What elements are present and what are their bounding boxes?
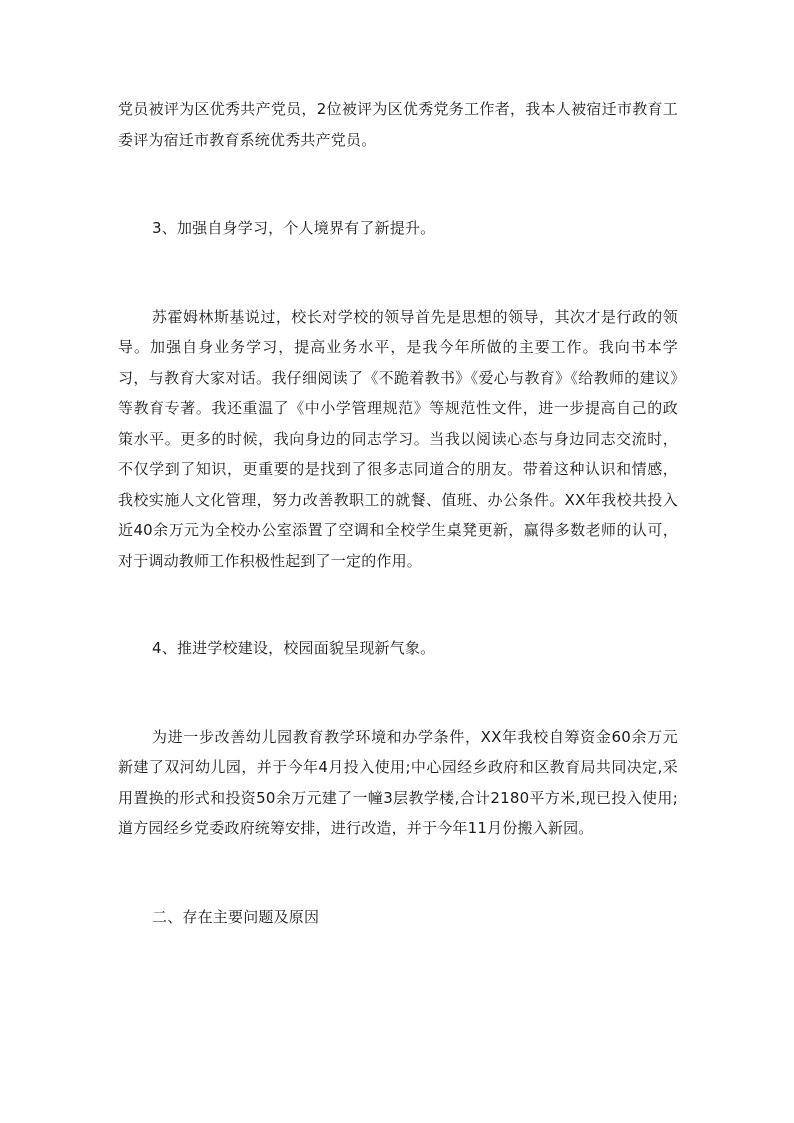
paragraph-party-members: 党员被评为区优秀共产党员，2位被评为区优秀党务工作者，我本人被宿迁市教育工委评为宿迁市教育系统优秀共产党员。 — [118, 100, 678, 149]
section-heading-self-study: 3、加强自身学习，个人境界有了新提升。 — [152, 219, 436, 237]
section-heading-school-construction: 4、推进学校建设，校园面貌呈现新气象。 — [152, 639, 436, 657]
paragraph-spacer — [118, 844, 678, 902]
paragraph-spacer — [118, 576, 678, 633]
section-heading-problems: 二、存在主要问题及原因 — [152, 907, 320, 926]
document-body — [118, 94, 678, 932]
paragraph-self-study: 苏霍姆林斯基说过，校长对学校的领导首先是思想的领导，其次才是行政的领导。加强自身业务学习，提高业务水平，是我今年所做的主要工作。我向书本学习，与教育大家对话。我仔细阅读了《不跪着教书》《爱心与教育》《给教师的建议》等教育专著。我还重温了《中小学管理规范》等规范性文件，进一步提高自己的政策水平。更多的时候，我向身边的同志学习。当我以阅读心态与身边同志交流时，不仅学到了知识，更重要的是找到了很多志同道合的朋友。带着这种认识和情感，我校实施人文化管理，努力改善教职工的就餐、值班、办公条件。XX年我校共投入近40余万元为全校办公室添置了空调和全校学生桌凳更新，赢得多数老师的认可，对于调动教师工作积极性起到了一定的作用。 — [118, 307, 678, 570]
paragraph-spacer — [118, 244, 678, 302]
paragraph-spacer — [118, 664, 678, 722]
paragraph-spacer — [118, 155, 678, 213]
paragraph-school-construction: 为进一步改善幼儿园教育教学环境和办学条件，XX年我校自筹资金60余万元新建了双河幼儿园，并于今年4月投入使用;中心园经乡政府和区教育局共同决定,采用置换的形式和投资50余万元建了一幢3层教学楼,合计2180平方米,现已投入使用;道方园经乡党委政府统筹安排，进行改造，并于今年11月份搬入新园。 — [118, 727, 678, 837]
